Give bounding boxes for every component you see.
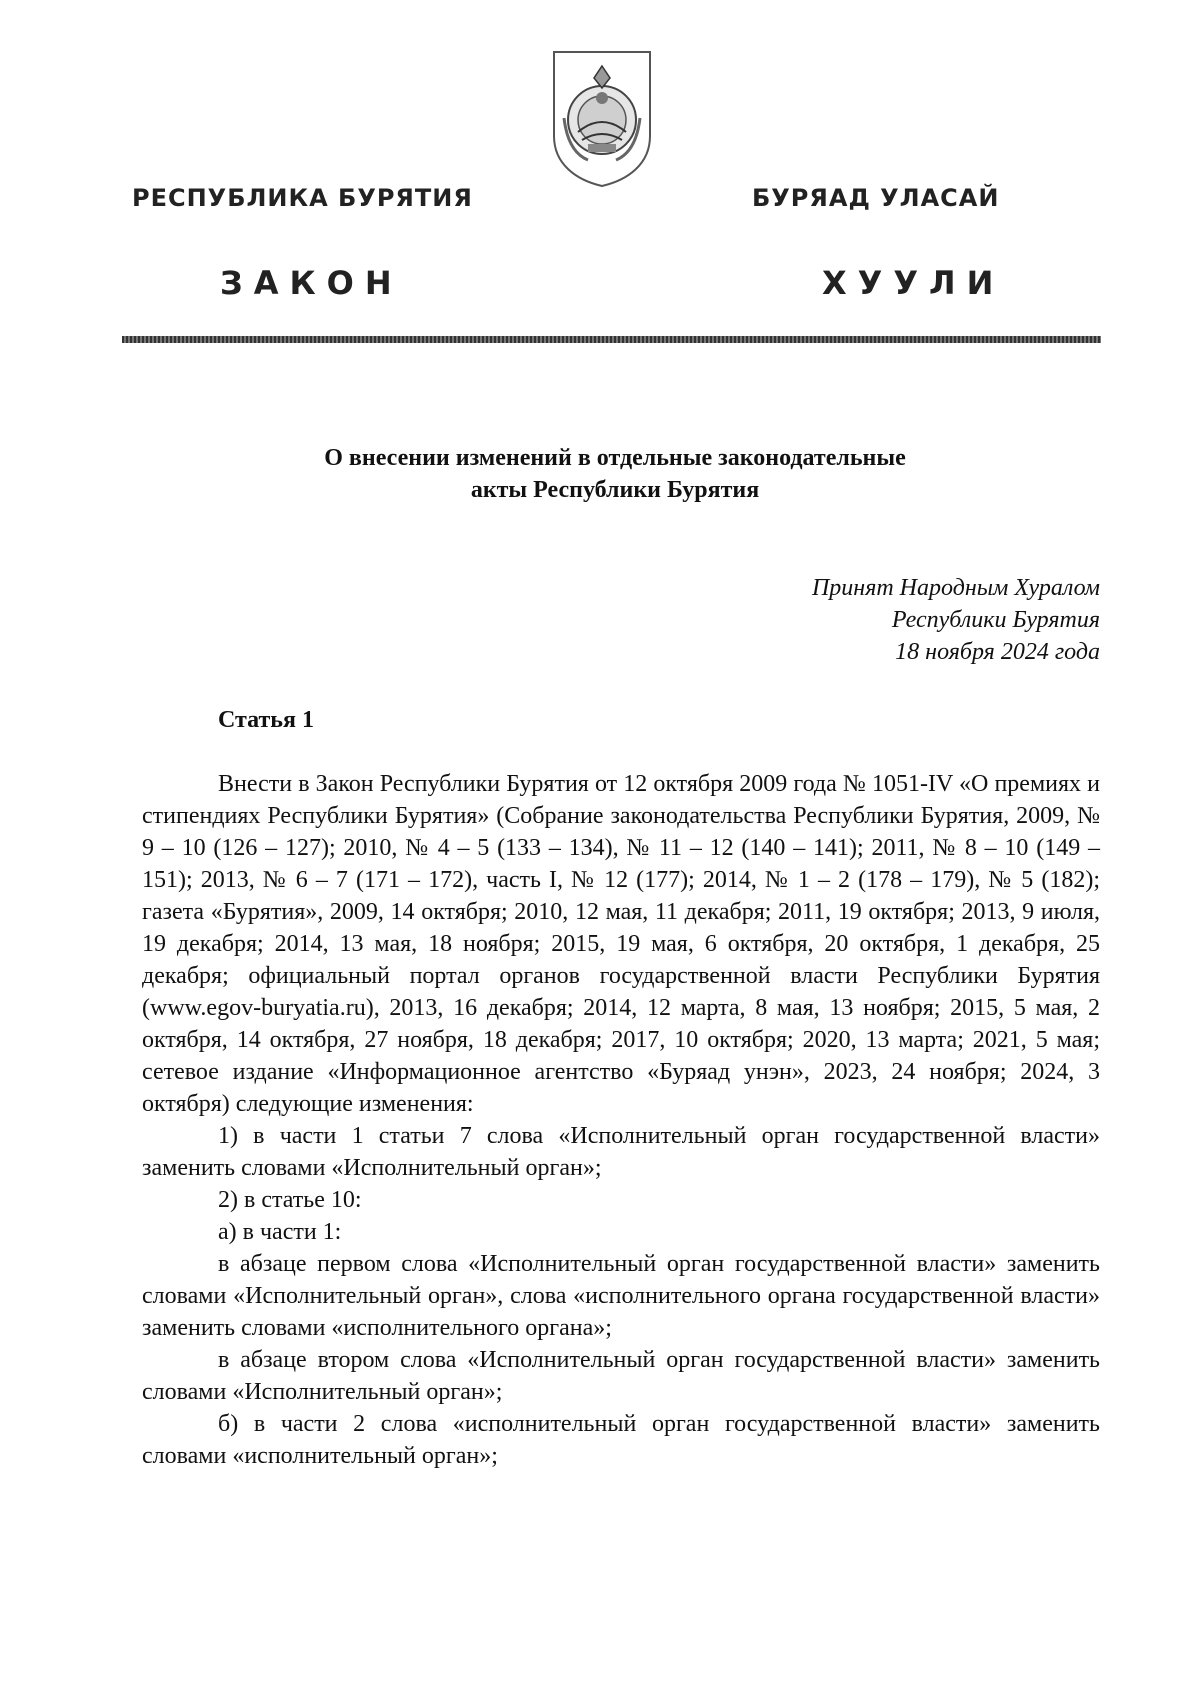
paragraph: а) в части 1: [218, 1219, 342, 1245]
article-body [142, 768, 1100, 1472]
paragraph: 1) в части 1 статьи 7 слова «Исполнительный орган государственной власти» заменить словами «Исполнительный орган»; [142, 1123, 1100, 1181]
country-name-bua: БУРЯАД УЛАСАЙ [752, 184, 1000, 212]
paragraph: 2) в статье 10: [218, 1187, 362, 1213]
adoption-line: Принят Народным Хуралом [811, 575, 1100, 601]
law-title [120, 442, 1110, 506]
paragraph: Внести в Закон Республики Бурятия от 12 октября 2009 года № 1051-IV «О премиях и стипендиях Республики Бурятия» (Собрание законодательства Республики Бурятия, 2009, № 9 – 10 (126 – 127); 2010, № 4 – 5 (133 – 134), № 11 – 12 (140 – 141); 2011, № 8 – 10 (149 – 151); 2013, № 6 – 7 (171 – 172), часть I, № 12 (177); 2014, № 1 – 2 (178 – 179), № 5 (182); газета «Бурятия», 2009, 14 октября; 2010, 12 мая, 11 декабря; 2011, 19 октября; 2013, 9 июля, 19 декабря; 2014, 13 мая, 18 ноября; 2015, 19 мая, 6 октября, 20 октября, 1 декабря, 25 декабря; официальный портал органов государственной власти Республики Бурятия (www.egov-buryatia.ru), 2013, 16 декабря; 2014, 12 марта, 8 мая, 13 ноября; 2015, 5 мая, 2 октября, 14 октября, 27 ноября, 18 декабря; 2017, 10 октября; 2020, 13 марта; 2021, 5 мая; сетевое издание «Информационное агентство «Буряад унэн», 2023, 24 ноября; 2024, 3 октября) следующие изменения: [142, 771, 1100, 1117]
adoption-line: Республики Бурятия [891, 607, 1100, 633]
law-title-line: акты Республики Бурятия [470, 477, 760, 503]
law-title-line: О внесении изменений в отдельные законодательные [324, 445, 906, 471]
country-name-ru: РЕСПУБЛИКА БУРЯТИЯ [132, 184, 473, 212]
coat-of-arms-icon [548, 48, 656, 188]
article-heading: Статья 1 [218, 707, 314, 733]
adoption-date: 18 ноября 2024 года [895, 639, 1100, 665]
paragraph: б) в части 2 слова «исполнительный орган государственной власти» заменить словами «исполнительный орган»; [142, 1411, 1100, 1469]
paragraph: в абзаце первом слова «Исполнительный орган государственной власти» заменить словами «Исполнительный орган», слова «исполнительного органа государственной власти» заменить словами «исполнительного органа»; [142, 1251, 1100, 1341]
header-divider [122, 336, 1101, 343]
adoption-note [812, 572, 1100, 668]
doc-type-ru: ЗАКОН [220, 264, 403, 302]
paragraph: в абзаце втором слова «Исполнительный орган государственной власти» заменить словами «Исполнительный орган»; [142, 1347, 1100, 1405]
doc-type-bua: ХУУЛИ [822, 264, 1005, 302]
